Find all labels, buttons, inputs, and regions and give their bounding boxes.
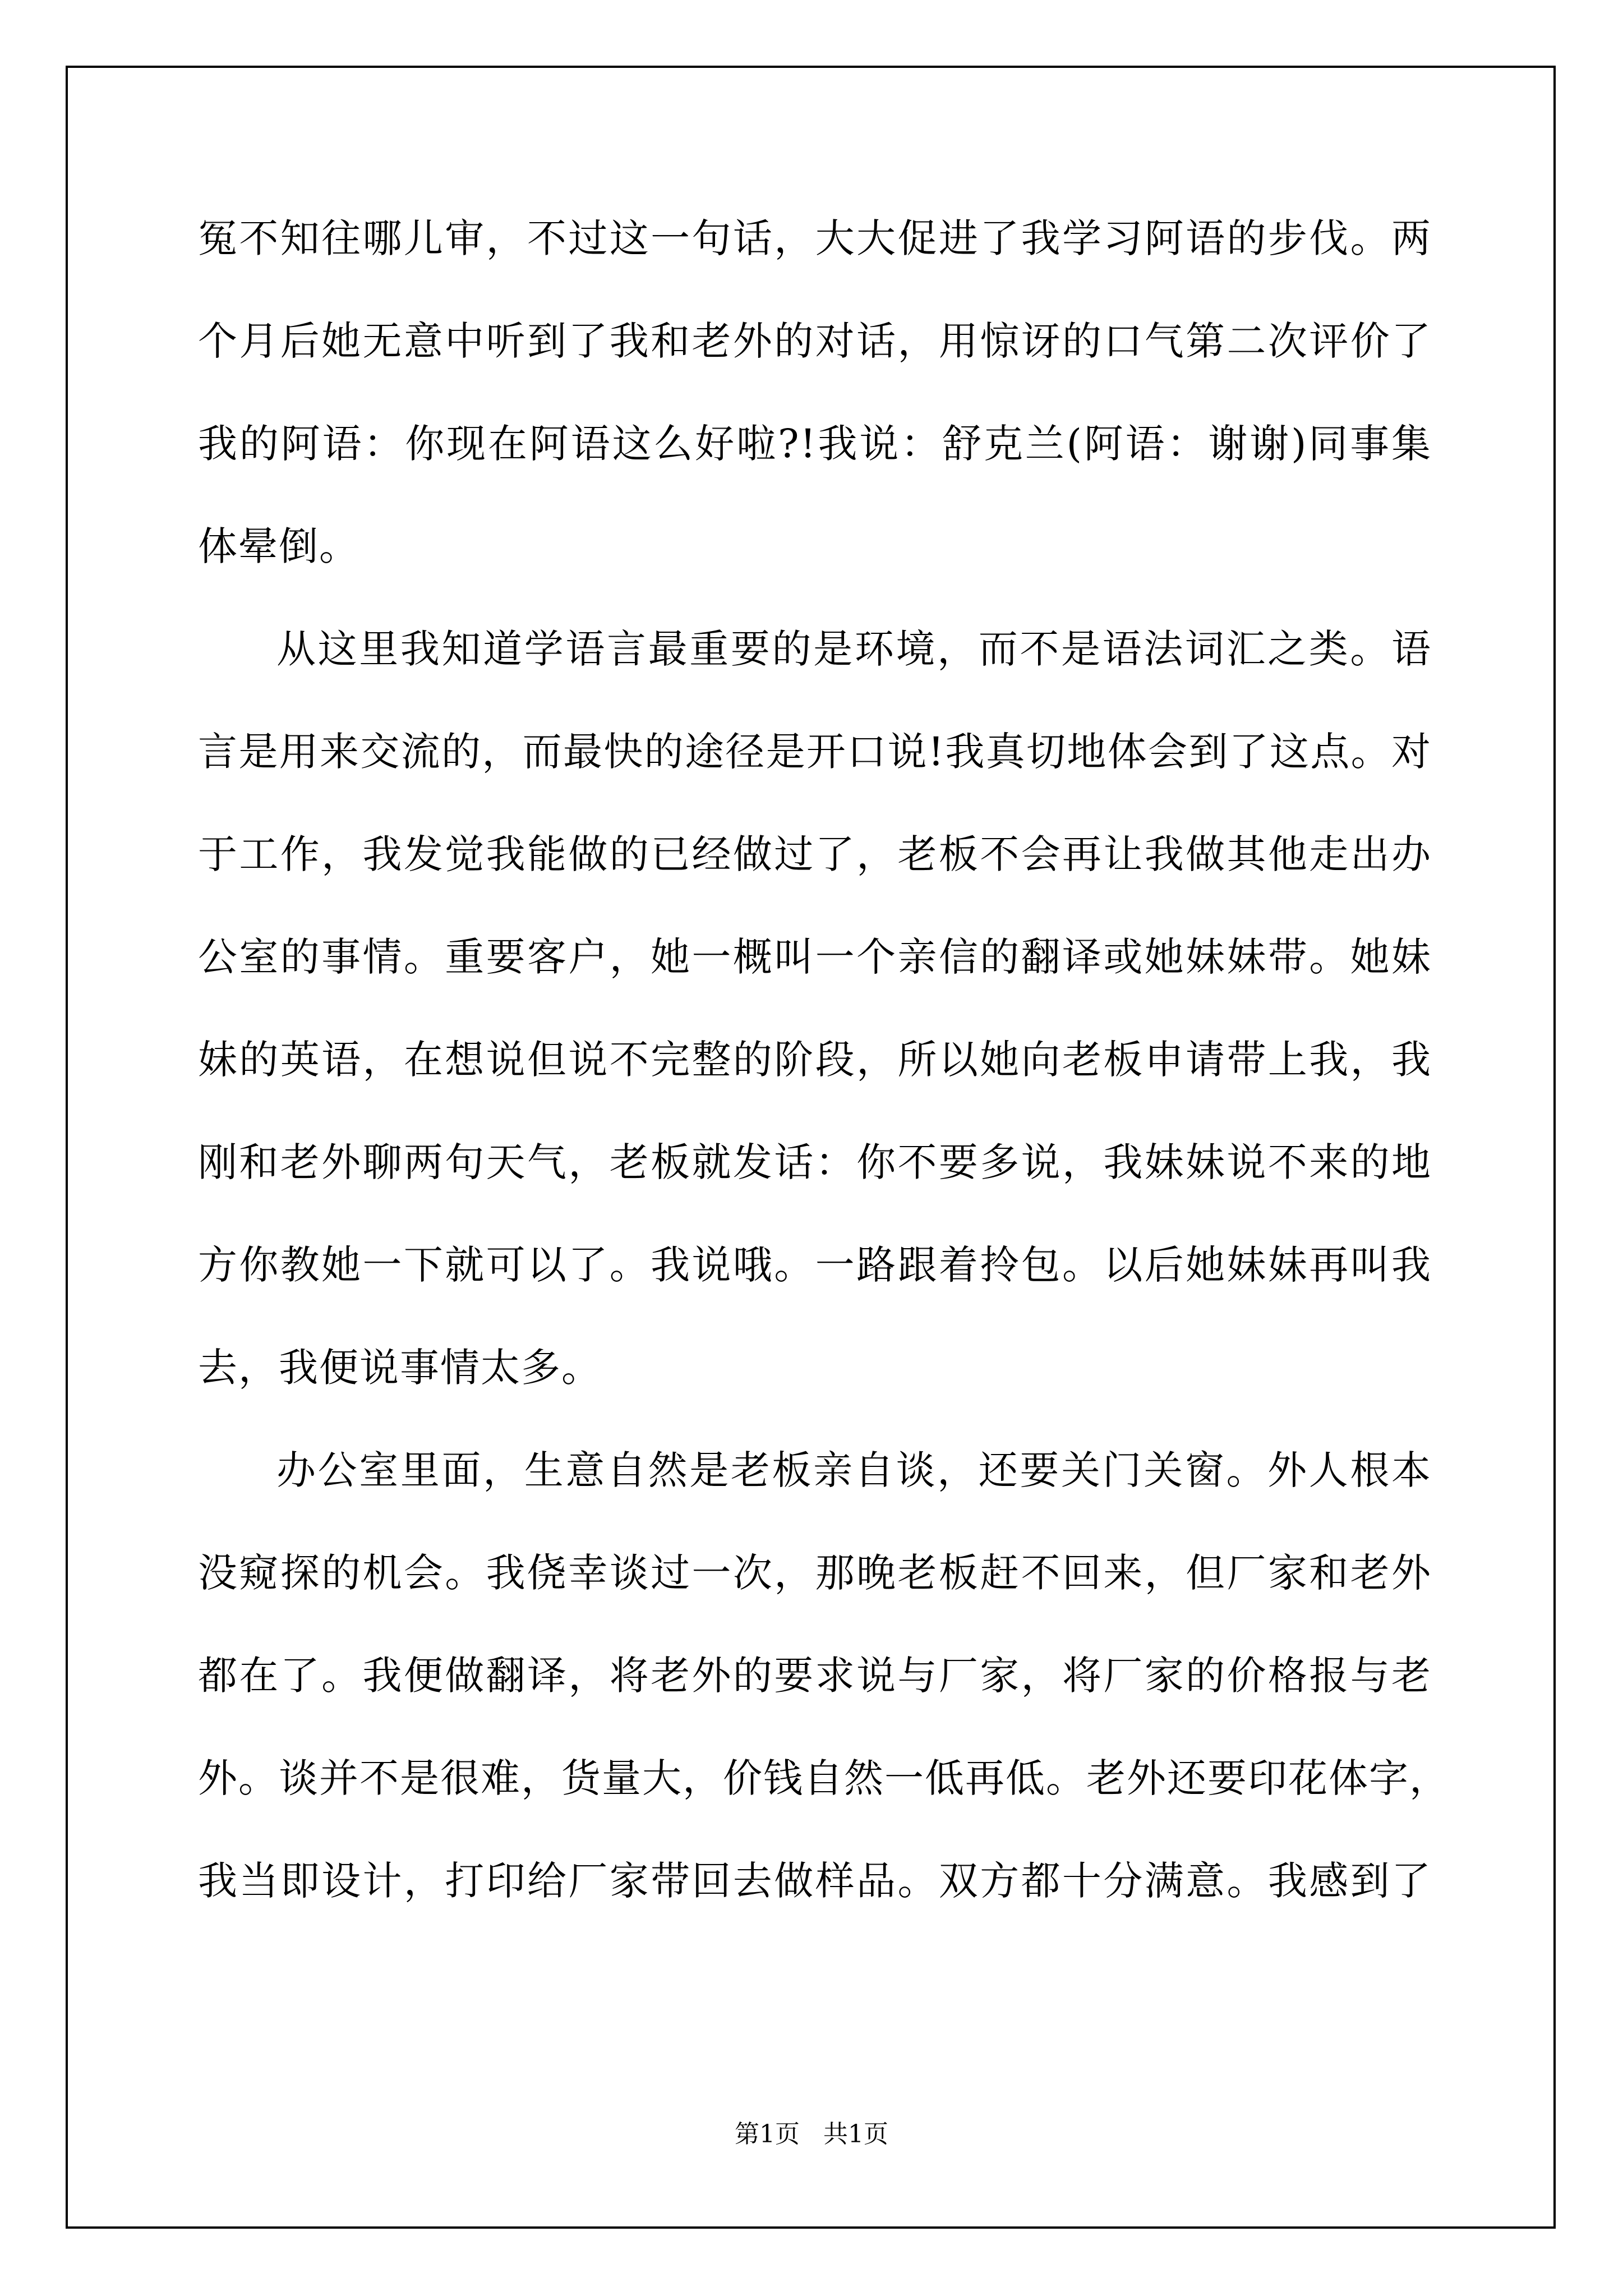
body-line: 我当即设计，打印给厂家带回去做样品。双方都十分满意。我感到了 — [198, 1858, 1432, 1904]
document-body — [198, 215, 1450, 1961]
body-line: 外。谈并不是很难，货量大，价钱自然一低再低。老外还要印花体字， — [198, 1755, 1450, 1801]
body-line: 我的阿语：你现在阿语这么好啦?!我说：舒克兰(阿语：谢谢)同事集 — [198, 421, 1432, 467]
body-line: 冤不知往哪儿审，不过这一句话，大大促进了我学习阿语的步伐。两 — [198, 215, 1432, 261]
body-line: 个月后她无意中听到了我和老外的对话，用惊讶的口气第二次评价了 — [198, 318, 1432, 364]
body-line: 都在了。我便做翻译，将老外的要求说与厂家，将厂家的价格报与老 — [198, 1653, 1432, 1699]
page-number-footer: 第1页 共1页 — [735, 2120, 888, 2148]
body-line: 言是用来交流的，而最快的途径是开口说!我真切地体会到了这点。对 — [198, 729, 1432, 775]
body-line: 公室的事情。重要客户，她一概叫一个亲信的翻译或她妹妹带。她妹 — [198, 934, 1432, 980]
body-line: 没窥探的机会。我侥幸谈过一次，那晚老板赶不回来，但厂家和老外 — [198, 1550, 1432, 1596]
body-line: 妹的英语，在想说但说不完整的阶段，所以她向老板申请带上我，我 — [198, 1037, 1432, 1083]
body-line: 刚和老外聊两句天气，老板就发话：你不要多说，我妹妹说不来的地 — [198, 1139, 1432, 1185]
paragraph-start-line: 办公室里面，生意自然是老板亲自谈，还要关门关窗。外人根本 — [276, 1447, 1432, 1493]
body-line: 于工作，我发觉我能做的已经做过了，老板不会再让我做其他走出办 — [198, 831, 1432, 877]
body-line: 体晕倒。 — [198, 523, 359, 569]
body-line: 去，我便说事情太多。 — [198, 1345, 602, 1391]
paragraph-start-line: 从这里我知道学语言最重要的是环境，而不是语法词汇之类。语 — [276, 626, 1432, 672]
body-line: 方你教她一下就可以了。我说哦。一路跟着拎包。以后她妹妹再叫我 — [198, 1242, 1432, 1288]
